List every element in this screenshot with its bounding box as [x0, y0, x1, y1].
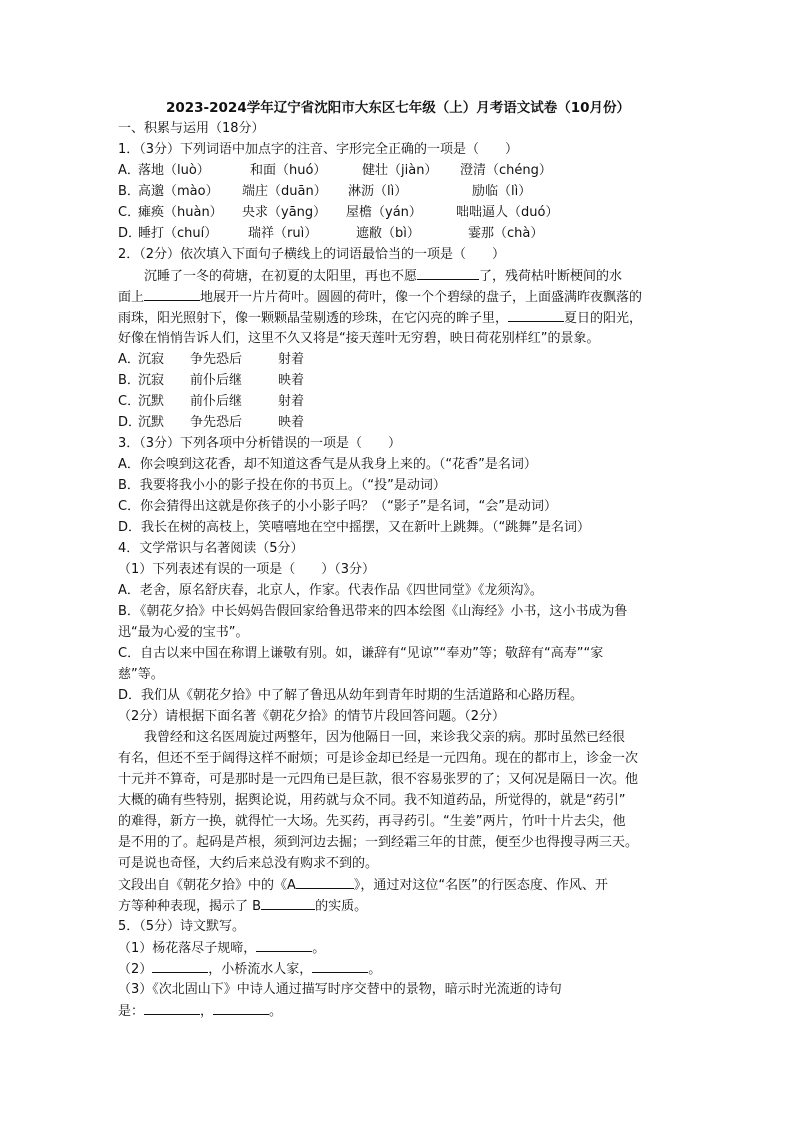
q4-passage-line: 的难得，新方一换，就得忙一大场。先买药，再寻药引。“生姜”两片，竹叶十片去尖，他 [118, 814, 626, 829]
q4-passage-line: 十元并不算奇，可是那时是一元四角已是巨款，很不容易张罗的了；又何况是隔日一次。他 [118, 772, 639, 787]
option-label: D． [118, 226, 142, 241]
q2-option-a[interactable]: A．沉寂 争先恐后 射着 [118, 352, 305, 367]
q2-option-b[interactable]: B．沉寂 前仆后继 映着 [118, 373, 305, 388]
q1-option-c[interactable]: C．瘫痪（huàn） 央求（yāng） 屋檐（yán） 咄咄逼人（duó） [118, 202, 678, 223]
q2-passage-line: 面上 地展开一片片荷叶。圆圆的荷叶，像一个个碧绿的盘子，上面盛满昨夜飘落的 [118, 286, 678, 307]
q3-option-b[interactable]: B．我要将我小小的影子投在你的书页上。（“投”是动词） [118, 478, 446, 493]
exam-title: 2023-2024学年辽宁省沈阳市大东区七年级（上）月考语文试卷（10月份） [165, 100, 631, 116]
option-label: C． [118, 205, 141, 220]
fill-blank[interactable] [256, 937, 312, 952]
q4-option-d[interactable]: D．我们从《朝花夕拾》中了解了鲁迅从幼年到青年时期的生活道路和心路历程。 [118, 688, 584, 703]
q4-option-a[interactable]: A．老舍，原名舒庆春，北京人，作家。代表作品《四世同堂》《龙须沟》。 [118, 583, 543, 598]
q4-option-b[interactable]: B．《朝花夕拾》中长妈妈告假回家给鲁迅带来的四本绘图《山海经》小书，这小书成为鲁 [118, 604, 628, 619]
fill-blank[interactable] [312, 958, 368, 973]
q1-option-a[interactable]: A．落地（luò） 和面（huó） 健壮（jiàn） 澄清（chéng） [118, 160, 678, 181]
fill-blank[interactable] [152, 958, 208, 973]
q5-stem: 5．（5分）诗文默写。 [118, 919, 246, 934]
q5-line-3: （3）《次北固山下》中诗人通过描写时序交替中的景物，暗示时光流逝的诗句 [118, 982, 562, 997]
section-heading: 一、积累与运用（18分） [118, 121, 265, 136]
q4-sub2-stem: （2分）请根据下面名著《朝花夕拾》的情节片段回答问题。（2分） [118, 709, 506, 724]
q4-passage-line: 我曾经和这名医周旋过两整年，因为他隔日一回，来诊我父亲的病。那时虽然已经很 [144, 730, 626, 745]
q5-line-1: （1）杨花落尽子规啼， 。 [118, 937, 678, 958]
q1-option-b[interactable]: B．高邈（mào） 端庄（duān） 淋沥（lì） 励临（lì） [118, 181, 678, 202]
q4-option-c-cont: 慈”等。 [118, 667, 164, 682]
q2-passage-line: 好像在悄悄告诉人们，这里不久又将是“接天莲叶无穷碧，映日荷花别样红”的景象。 [118, 331, 600, 346]
fill-blank[interactable] [144, 286, 200, 301]
fill-blank[interactable] [144, 1000, 200, 1015]
q2-passage-line: 沉睡了一冬的荷塘，在初夏的太阳里，再也不愿 了，残荷枯叶断梗间的水 [118, 265, 678, 286]
q4-passage-line: 有名，但还不至于阔得这样不耐烦；可是诊金却已经是一元四角。现在的都市上，诊金一次 [118, 751, 639, 766]
exam-page [118, 98, 678, 1021]
q5-line-4: 是： ， 。 [118, 1000, 678, 1021]
q3-option-a[interactable]: A．你会嗅到这花香，却不知道这香气是从我身上来的。（“花香”是名词） [118, 457, 537, 472]
q4-sub1-stem: （1）下列表述有误的一项是（ ）（3分） [118, 562, 376, 577]
q4-stem: 4．文学常识与名著阅读（5分） [118, 541, 304, 556]
option-label: B． [118, 184, 140, 199]
fill-blank[interactable] [296, 874, 354, 889]
q1-option-d[interactable]: D．睡打（chuí） 瑞祥（ruì） 遮敝（bì） 霎那（chà） [118, 223, 678, 244]
q4-passage-line: 大概的确有些特别，据舆论说，用药就与众不同。我不知道药品，所觉得的，就是“药引” [118, 793, 626, 808]
q4-answer-line: 文段出自《朝花夕拾》中的《A 》，通过对这位“名医”的行医态度、作风、开 [118, 874, 678, 895]
q4-option-c[interactable]: C．自古以来中国在称谓上谦敬有别。如，谦辞有“见谅”“奉劝”等；敬辞有“高寿”“家 [118, 646, 604, 661]
fill-blank[interactable] [261, 895, 315, 910]
fill-blank[interactable] [508, 307, 564, 322]
q2-stem: 2．（2分）依次填入下面句子横线上的词语最恰当的一项是（ ） [118, 247, 506, 262]
fill-blank[interactable] [417, 265, 479, 280]
q4-passage-line: 可是说也奇怪，大约后来总没有购求不到的。 [118, 856, 379, 871]
q3-option-c[interactable]: C．你会猜得出这就是你孩子的小小影子吗？（“影子”是名词，“会”是动词） [118, 499, 558, 514]
q5-line-2: （2） ，小桥流水人家， 。 [118, 958, 678, 979]
fill-blank[interactable] [213, 1000, 269, 1015]
q2-option-d[interactable]: D．沉默 争先恐后 映着 [118, 415, 305, 430]
q1-stem: 1．（3分）下列词语中加点字的注音、字形完全正确的一项是（ ） [118, 142, 519, 157]
q2-passage-line: 雨珠，阳光照射下，像一颗颗晶莹剔透的珍珠，在它闪亮的眸子里， 夏日的阳光， [118, 307, 678, 328]
q4-option-b-cont: 迅“最为心爱的宝书”。 [118, 625, 249, 640]
q3-option-d[interactable]: D．我长在树的高枝上，笑嘻嘻地在空中摇摆，又在新叶上跳舞。（“跳舞”是名词） [118, 520, 590, 535]
q2-option-c[interactable]: C．沉默 前仆后继 射着 [118, 394, 305, 409]
q3-stem: 3．（3分）下列各项中分析错误的一项是（ ） [118, 436, 402, 451]
q4-answer-line: 方等种种表现，揭示了 B 的实质。 [118, 895, 678, 916]
q4-passage-line: 是不用的了。起码是芦根，须到河边去掘；一到经霜三年的甘蔗，便至少也得搜寻两三天。 [118, 835, 639, 850]
option-label: A． [118, 163, 140, 178]
